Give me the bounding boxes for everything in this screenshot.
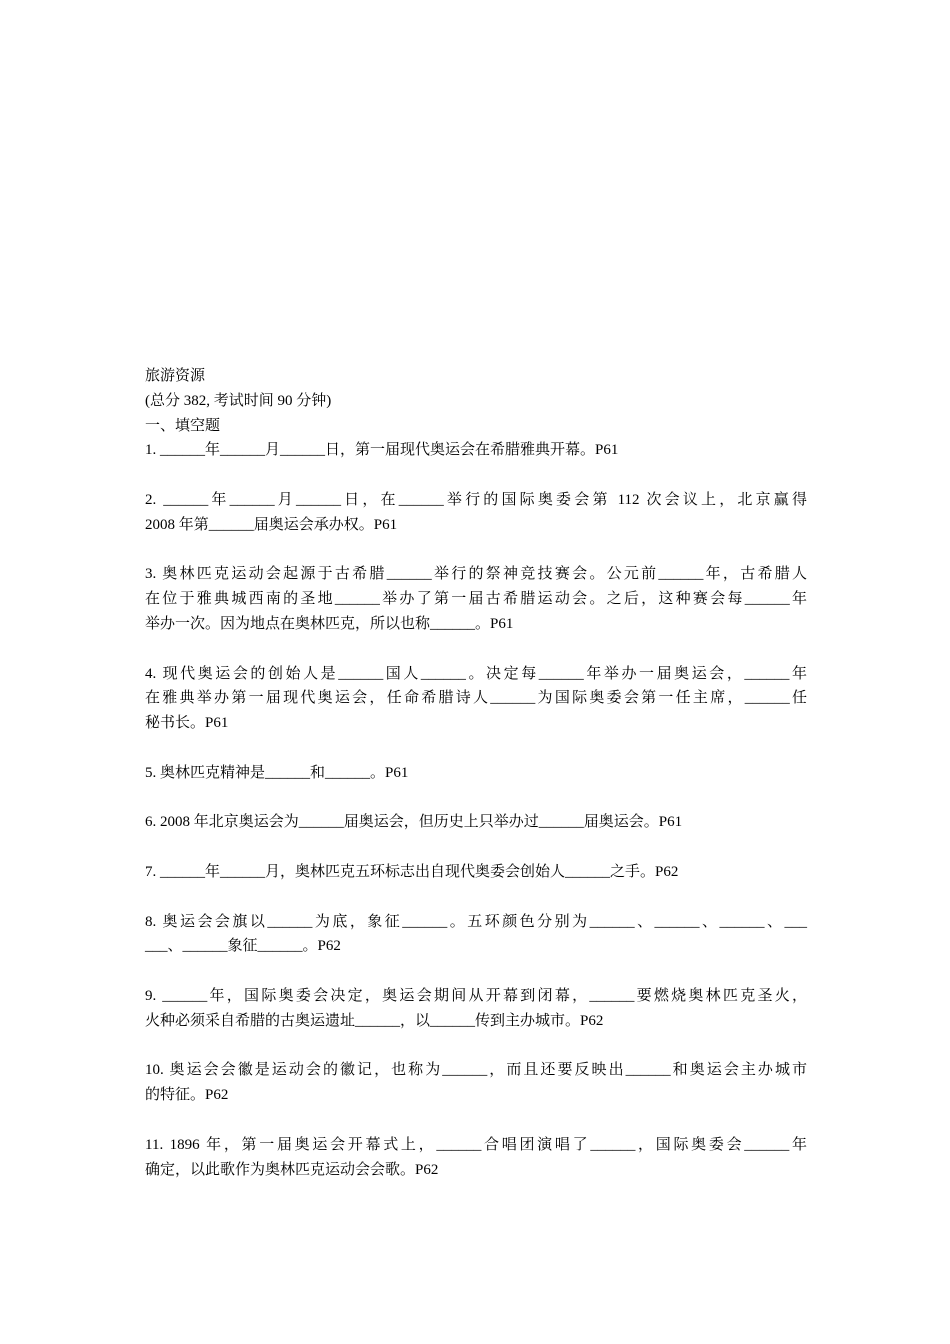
question-11 [145, 1133, 807, 1183]
question-5 [145, 761, 807, 786]
question-text: 举办一次。因为地点在奥林匹克，所以也称______。P61 [145, 615, 514, 632]
question-9 [145, 984, 807, 1034]
question-text: 1. ______年______月______日，第一届现代奥运会在希腊雅典开幕。P61 [145, 442, 619, 459]
question-8 [145, 910, 807, 960]
section-heading: 一、填空题 [145, 417, 221, 434]
question-4 [145, 662, 807, 736]
question-text: 9. ______年，国际奥委会决定，奥运会期间从开幕到闭幕，______要燃烧奥林匹克圣火， [145, 987, 807, 1004]
question-text: 7. ______年______月，奥林匹克五环标志出自现代奥委会创始人______之手。P62 [145, 863, 679, 880]
question-text: 在雅典举办第一届现代奥运会，任命希腊诗人______为国际奥委会第一任主席，______任 [145, 690, 807, 707]
question-text: 火种必须采自希腊的古奥运遗址______，以______传到主办城市。P62 [145, 1012, 604, 1029]
question-2 [145, 488, 807, 538]
question-text: 6. 2008 年北京奥运会为______届奥运会，但历史上只举办过______届奥运会。P61 [145, 814, 683, 831]
question-6 [145, 810, 807, 835]
question-text: 4. 现代奥运会的创始人是______国人______。决定每______年举办一届奥运会，______年 [145, 665, 807, 682]
question-text: 10. 奥运会会徽是运动会的徽记，也称为______，而且还要反映出______和奥运会主办城市 [145, 1062, 807, 1079]
question-text: 3. 奥林匹克运动会起源于古希腊______举行的祭神竞技赛会。公元前______年，古希腊人 [145, 566, 807, 583]
question-list [145, 438, 807, 1182]
question-7 [145, 860, 807, 885]
document-page [145, 364, 807, 1207]
question-10 [145, 1058, 807, 1108]
question-text: 在位于雅典城西南的圣地______举办了第一届古希腊运动会。之后，这种赛会每______年 [145, 591, 807, 608]
question-text: 的特征。P62 [145, 1087, 229, 1104]
exam-info: (总分 382, 考试时间 90 分钟) [145, 392, 332, 409]
question-1 [145, 438, 807, 463]
question-3 [145, 562, 807, 636]
question-text: 2. ______年______月______日，在______举行的国际奥委会第 112 次会议上，北京赢得 [145, 491, 807, 508]
question-text: 5. 奥林匹克精神是______和______。P61 [145, 764, 409, 781]
question-text: 2008 年第______届奥运会承办权。P61 [145, 516, 398, 533]
question-text: 8. 奥运会会旗以______为底，象征______。五环颜色分别为______、______、______、___ [145, 913, 807, 930]
question-text: ___、______象征______。P62 [145, 938, 341, 955]
question-text: 确定，以此歌作为奥林匹克运动会会歌。P62 [145, 1161, 439, 1178]
question-text: 秘书长。P61 [145, 715, 229, 732]
document-title: 旅游资源 [145, 368, 206, 384]
question-text: 11. 1896 年，第一届奥运会开幕式上，______合唱团演唱了______，国际奥委会______年 [145, 1136, 807, 1153]
